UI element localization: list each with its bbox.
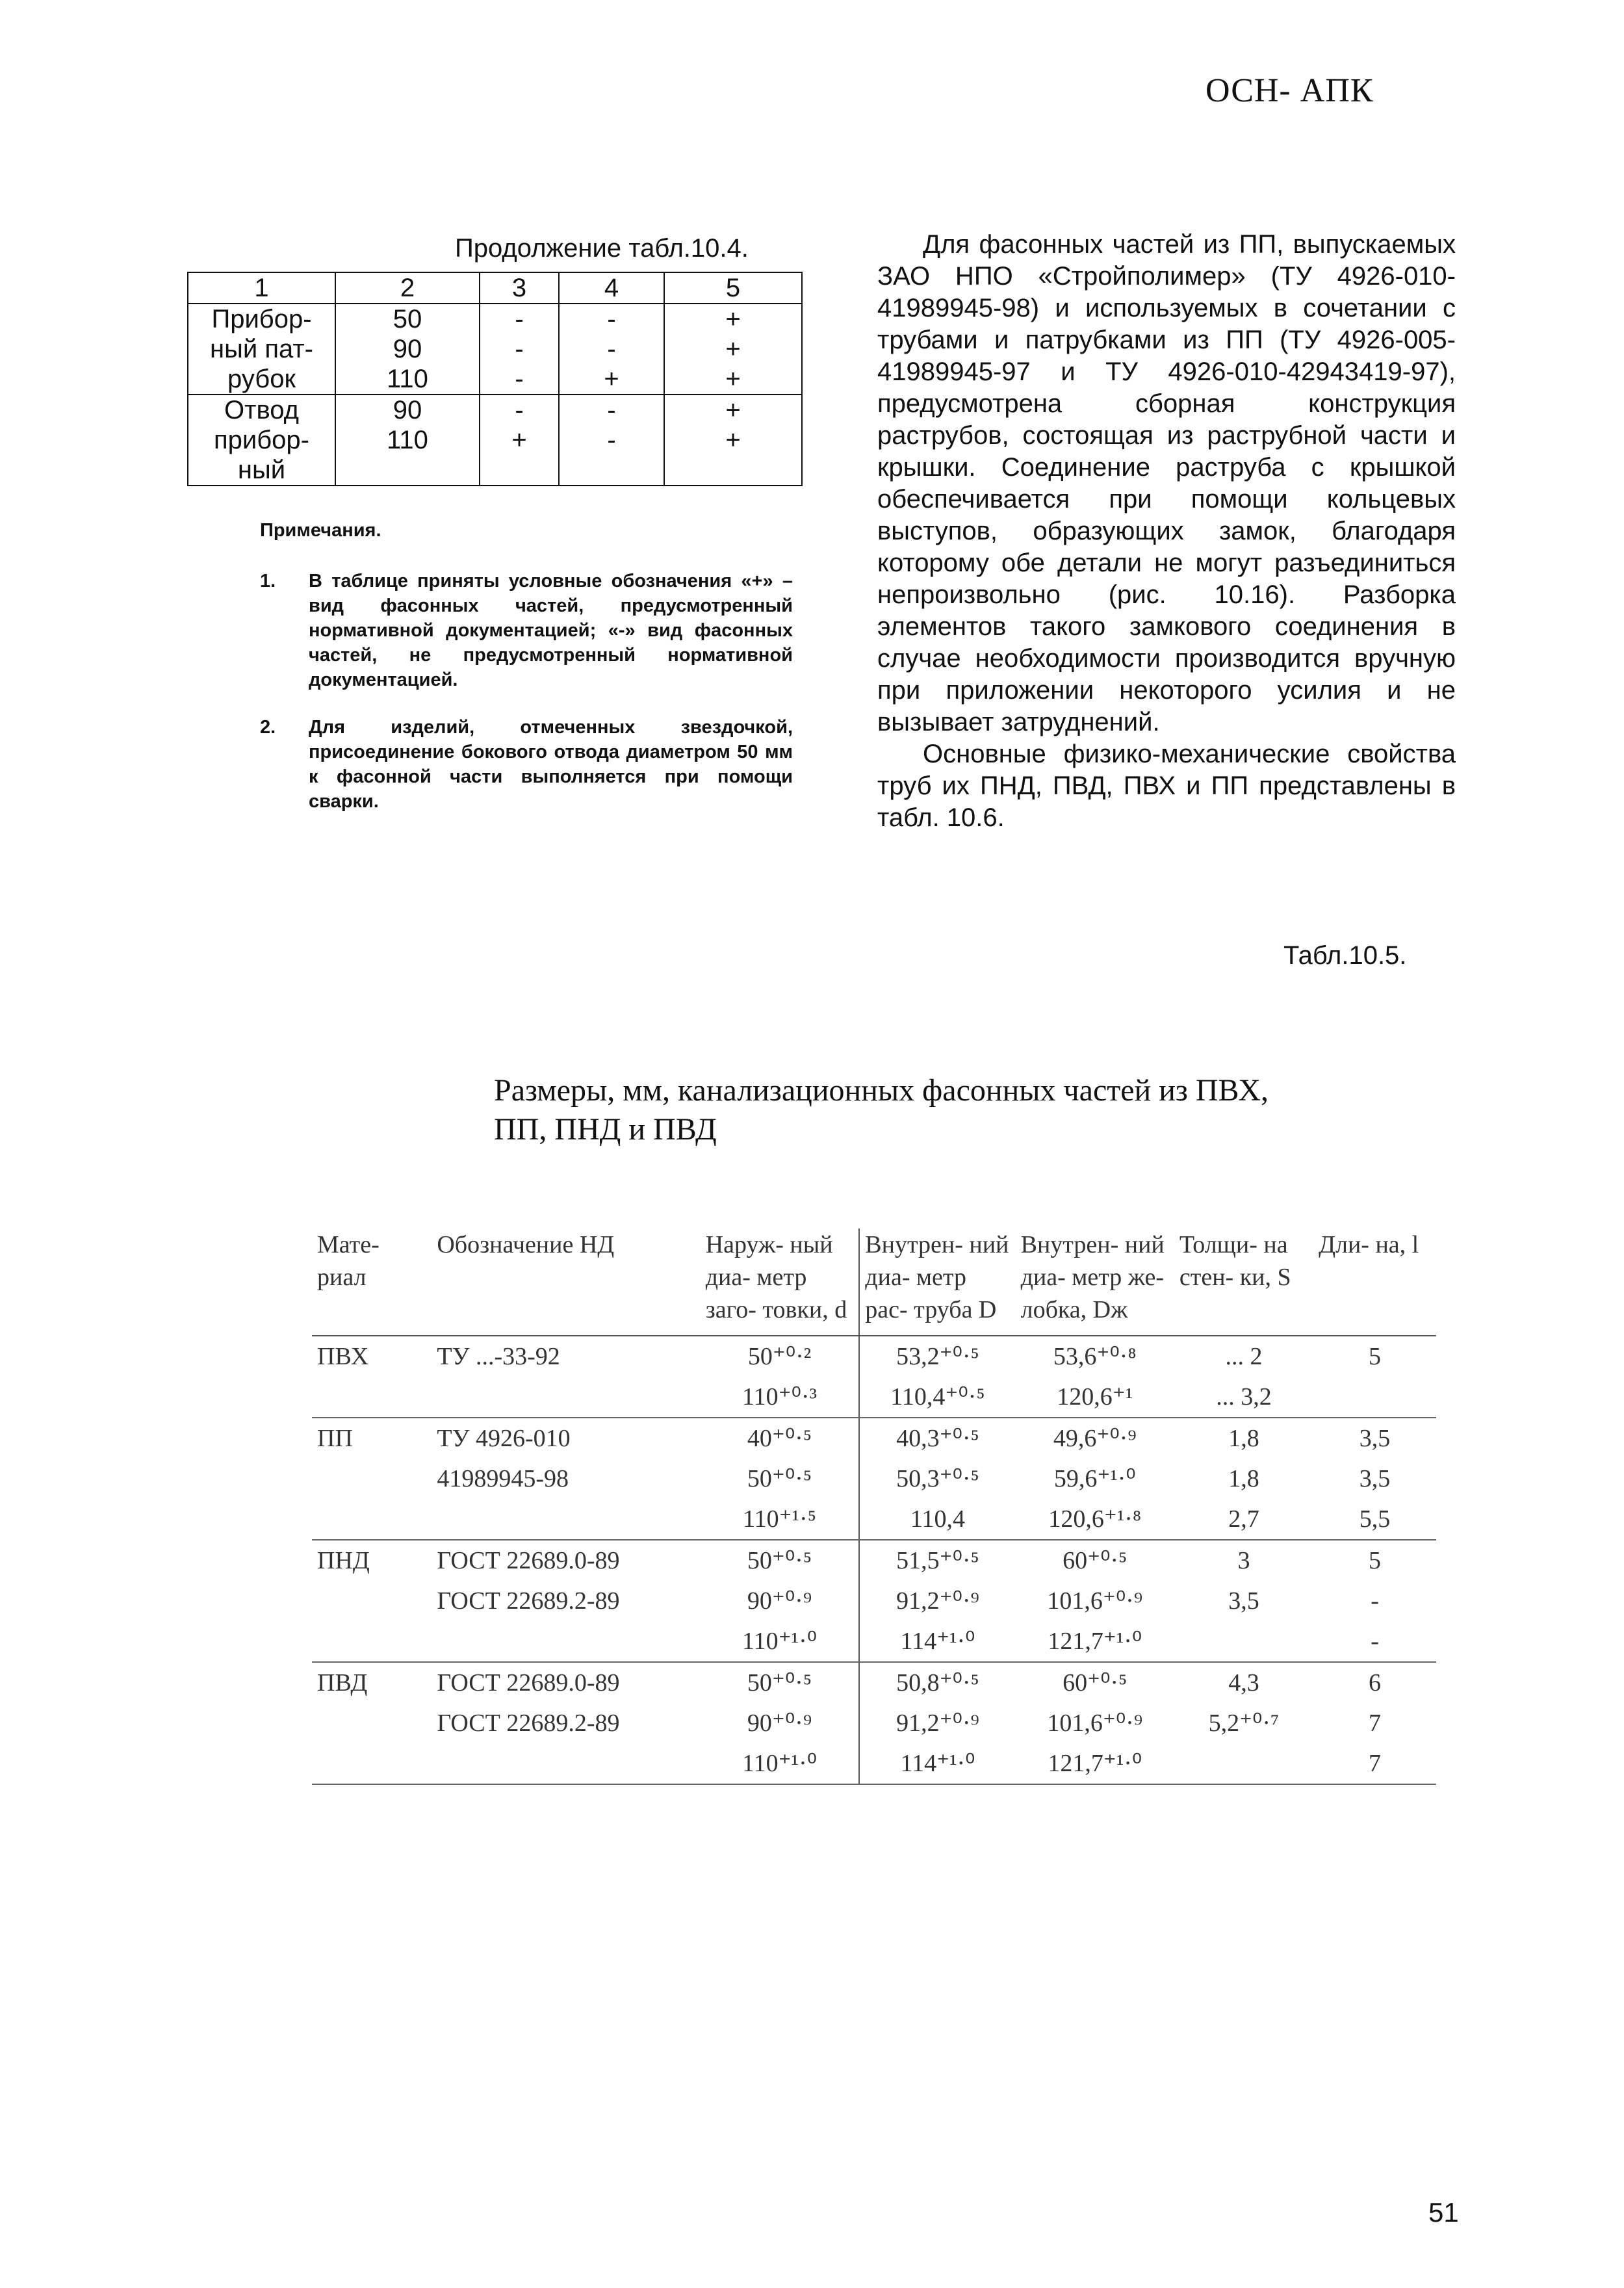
notes-title: Примечания. <box>260 520 381 541</box>
cell-value: 110⁺¹·⁰ <box>742 1628 817 1655</box>
cell-value: - <box>607 305 616 333</box>
nd-line: ГОСТ 22689.2-89 <box>437 1710 620 1737</box>
row-name-line: прибор- <box>214 426 309 454</box>
cell-value: 110,4 <box>910 1505 965 1533</box>
row-name-line: ный <box>237 456 286 484</box>
material-cell: ПВХ <box>312 1336 432 1418</box>
nd-cell <box>432 1336 700 1418</box>
cell-value: 53,2⁺⁰·⁵ <box>896 1343 979 1370</box>
row-name-cell <box>188 304 335 395</box>
cell-value: - <box>607 396 616 424</box>
D-cell <box>859 1418 1015 1540</box>
note-item <box>260 569 793 692</box>
body-text <box>877 229 1456 834</box>
cell-value: ... 2 <box>1225 1343 1263 1370</box>
cell-value: 50,3⁺⁰·⁵ <box>896 1465 979 1492</box>
cell-value: 101,6⁺⁰·⁹ <box>1047 1587 1143 1615</box>
cell-value: - <box>1371 1628 1379 1655</box>
cell-value: 110 <box>387 365 428 393</box>
table-row <box>188 395 802 486</box>
cell-value: 7 <box>1369 1750 1382 1777</box>
cell-value: + <box>725 365 741 393</box>
d-cell <box>701 1540 860 1662</box>
nd-line: 41989945-98 <box>437 1465 569 1492</box>
d-cell <box>701 1336 860 1418</box>
nd-line: ГОСТ 22689.0-89 <box>437 1669 620 1696</box>
cell-value: 120,6⁺¹·⁸ <box>1048 1505 1142 1533</box>
cell-value: 114⁺¹·⁰ <box>900 1628 975 1655</box>
cell-value: + <box>511 426 527 454</box>
page-number: 51 <box>1428 2197 1459 2228</box>
paragraph: Для фасонных частей из ПП, выпускаемых ЗАО НПО «Стройполимер» (ТУ 4926-010-41989945-98) и используемых в сочетании с трубами и патрубками из ПП (ТУ 4926-005-41989945-97 и ТУ 4926-010-42943419-97), предусмотрена сборная конструкция раструбов, состоящая из раструбной части и крышки. Соединение раструба с крышкой обеспечивается при помощи кольцевых выступов, образующих замок, благодаря которому обе детали не могут разъединиться непроизвольно (рис. 10.16). Разборка элементов такого замкового соединения в случае необходимости производится вручную при приложении некоторого усилия и не вызывает затруднений. <box>877 230 1456 736</box>
nd-cell <box>432 1540 700 1662</box>
row-name-line: Прибор- <box>211 305 312 333</box>
paragraph: Основные физико-механические свойства труб их ПНД, ПВД, ПВХ и ПП представлены в табл. 10.6. <box>877 740 1456 832</box>
dimensions-table <box>312 1228 1436 1785</box>
note-text: Для изделий, отмеченных звездочкой, присоединение бокового отвода диаметром 50 мм к фасонной части выполняется при помощи сварки. <box>309 717 793 812</box>
column-header: Толщи- на стен- ки, S <box>1174 1228 1313 1336</box>
material-cell: ПВД <box>312 1662 432 1784</box>
cell-value: 7 <box>1369 1710 1382 1737</box>
row-name-line: Отвод <box>224 396 299 424</box>
cell-value: 91,2⁺⁰·⁹ <box>896 1710 979 1737</box>
column-header: Наруж- ный диа- метр заго- товки, d <box>701 1228 860 1336</box>
cell-value: 90 <box>393 335 422 363</box>
cell-value: + <box>725 396 741 424</box>
nd-line: ТУ 4926-010 <box>437 1425 571 1452</box>
column-header: Внутрен- ний диа- метр рас- труба D <box>859 1228 1015 1336</box>
cell-value: 3 <box>1237 1547 1250 1574</box>
cell-value: 40,3⁺⁰·⁵ <box>896 1425 979 1452</box>
nd-cell <box>432 1662 700 1784</box>
cell-value: 110⁺⁰·³ <box>742 1383 817 1410</box>
column-header: Дли- на, l <box>1313 1228 1436 1336</box>
s-cell <box>1174 1662 1313 1784</box>
s-cell <box>1174 1540 1313 1662</box>
column-header: Обозначение НД <box>432 1228 700 1336</box>
table-row <box>312 1540 1436 1662</box>
D-cell <box>859 1540 1015 1662</box>
document-code: ОСН- АПК <box>1205 72 1374 109</box>
cell-value: ... 3,2 <box>1216 1383 1272 1410</box>
cell-value: 50⁺⁰·⁵ <box>747 1465 812 1492</box>
cell-value: - <box>515 335 524 363</box>
column-header: 2 <box>335 272 480 304</box>
cell-value: - <box>1371 1587 1379 1615</box>
l-cell <box>1313 1662 1436 1784</box>
d-cell <box>701 1418 860 1540</box>
cell-value: 110⁺¹·⁰ <box>742 1750 817 1777</box>
D-cell <box>859 1336 1015 1418</box>
cell-value: 49,6⁺⁰·⁹ <box>1053 1425 1137 1452</box>
cell-value: 2,7 <box>1228 1505 1259 1533</box>
cell-value: 50⁺⁰·⁵ <box>747 1547 812 1574</box>
s-cell <box>1174 1418 1313 1540</box>
table-cell <box>559 304 664 395</box>
cell-value: - <box>515 396 524 424</box>
cell-value: 40⁺⁰·⁵ <box>747 1425 812 1452</box>
cell-value: 3,5 <box>1359 1425 1391 1452</box>
cell-value: 1,8 <box>1228 1425 1259 1452</box>
cell-value: + <box>725 426 741 454</box>
d-cell <box>701 1662 860 1784</box>
l-cell <box>1313 1540 1436 1662</box>
cell-value: 6 <box>1369 1669 1382 1696</box>
cell-value: 5,5 <box>1359 1505 1391 1533</box>
table-row <box>312 1418 1436 1540</box>
cell-value: 4,3 <box>1228 1669 1259 1696</box>
table-cell <box>335 304 480 395</box>
l-cell <box>1313 1418 1436 1540</box>
table-header-row <box>312 1228 1436 1336</box>
table-label: Табл.10.5. <box>1283 941 1407 970</box>
cell-value: 3,5 <box>1359 1465 1391 1492</box>
continuation-table <box>187 272 803 486</box>
row-name-cell <box>188 395 335 486</box>
Dz-cell <box>1016 1540 1174 1662</box>
column-header: 5 <box>664 272 802 304</box>
cell-value: 51,5⁺⁰·⁵ <box>896 1547 979 1574</box>
cell-value: 5,2⁺⁰·⁷ <box>1208 1710 1280 1737</box>
table-cell <box>664 304 802 395</box>
cell-value: 5 <box>1369 1343 1382 1370</box>
cell-value: - <box>607 335 616 363</box>
cell-value: 53,6⁺⁰·⁸ <box>1053 1343 1137 1370</box>
Dz-cell <box>1016 1418 1174 1540</box>
column-header: Внутрен- ний диа- метр же- лобка, Dж <box>1016 1228 1174 1336</box>
nd-line: ГОСТ 22689.2-89 <box>437 1587 620 1615</box>
cell-value: 50⁺⁰·² <box>747 1343 812 1370</box>
table-title: Размеры, мм, канализационных фасонных частей из ПВХ, ПП, ПНД и ПВД <box>494 1073 1269 1147</box>
cell-value: 121,7⁺¹·⁰ <box>1048 1628 1142 1655</box>
cell-value: 1,8 <box>1228 1465 1259 1492</box>
cell-value: 110⁺¹·⁵ <box>743 1505 816 1533</box>
table-cell <box>559 395 664 486</box>
table-header-row <box>188 272 802 304</box>
cell-value: 50⁺⁰·⁵ <box>747 1669 812 1696</box>
Dz-cell <box>1016 1336 1174 1418</box>
cell-value: 90 <box>393 396 422 424</box>
cell-value: 59,6⁺¹·⁰ <box>1053 1465 1136 1492</box>
column-header: 3 <box>480 272 559 304</box>
cell-value: + <box>725 335 741 363</box>
column-header: 1 <box>188 272 335 304</box>
row-name-line: рубок <box>227 365 296 393</box>
nd-line: ГОСТ 22689.0-89 <box>437 1547 620 1574</box>
cell-value: - <box>515 365 524 393</box>
cell-value: 50 <box>393 305 422 333</box>
row-name-line: ный пат- <box>210 335 313 363</box>
cell-value: + <box>604 365 619 393</box>
material-cell: ПП <box>312 1418 432 1540</box>
cell-value: 110,4⁺⁰·⁵ <box>890 1383 985 1410</box>
cell-value: 3,5 <box>1228 1587 1259 1615</box>
s-cell <box>1174 1336 1313 1418</box>
column-header: 4 <box>559 272 664 304</box>
Dz-cell <box>1016 1662 1174 1784</box>
cell-value: 90⁺⁰·⁹ <box>747 1710 812 1737</box>
nd-line: ТУ ...-33-92 <box>437 1343 560 1370</box>
cell-value: + <box>725 305 741 333</box>
cell-value: 60⁺⁰·⁵ <box>1063 1547 1128 1574</box>
cell-value: 101,6⁺⁰·⁹ <box>1047 1710 1143 1737</box>
column-header: Мате- риал <box>312 1228 432 1336</box>
cell-value: 120,6⁺¹ <box>1057 1383 1133 1410</box>
note-number: 2. <box>260 717 276 738</box>
table-cell <box>480 304 559 395</box>
table-continuation-caption: Продолжение табл.10.4. <box>455 234 749 263</box>
cell-value: 91,2⁺⁰·⁹ <box>896 1587 979 1615</box>
l-cell <box>1313 1336 1436 1418</box>
cell-value: 90⁺⁰·⁹ <box>747 1587 812 1615</box>
cell-value: 5 <box>1369 1547 1382 1574</box>
table-cell <box>480 395 559 486</box>
note-item <box>260 715 793 814</box>
table-row <box>188 304 802 395</box>
cell-value: - <box>515 305 524 333</box>
cell-value: 114⁺¹·⁰ <box>900 1750 975 1777</box>
note-text: В таблице приняты условные обозначения «+» – вид фасонных частей, предусмотренный нормативной документацией; «-» вид фасонных частей, не предусмотренный нормативной документацией. <box>309 571 793 690</box>
table-cell <box>335 395 480 486</box>
table-row <box>312 1336 1436 1418</box>
table-row <box>312 1662 1436 1784</box>
nd-cell <box>432 1418 700 1540</box>
note-number: 1. <box>260 571 276 592</box>
cell-value: 121,7⁺¹·⁰ <box>1048 1750 1142 1777</box>
cell-value: 110 <box>387 426 428 454</box>
table-cell <box>664 395 802 486</box>
cell-value: - <box>607 426 616 454</box>
D-cell <box>859 1662 1015 1784</box>
cell-value: 50,8⁺⁰·⁵ <box>896 1669 979 1696</box>
cell-value: 60⁺⁰·⁵ <box>1063 1669 1128 1696</box>
material-cell: ПНД <box>312 1540 432 1662</box>
